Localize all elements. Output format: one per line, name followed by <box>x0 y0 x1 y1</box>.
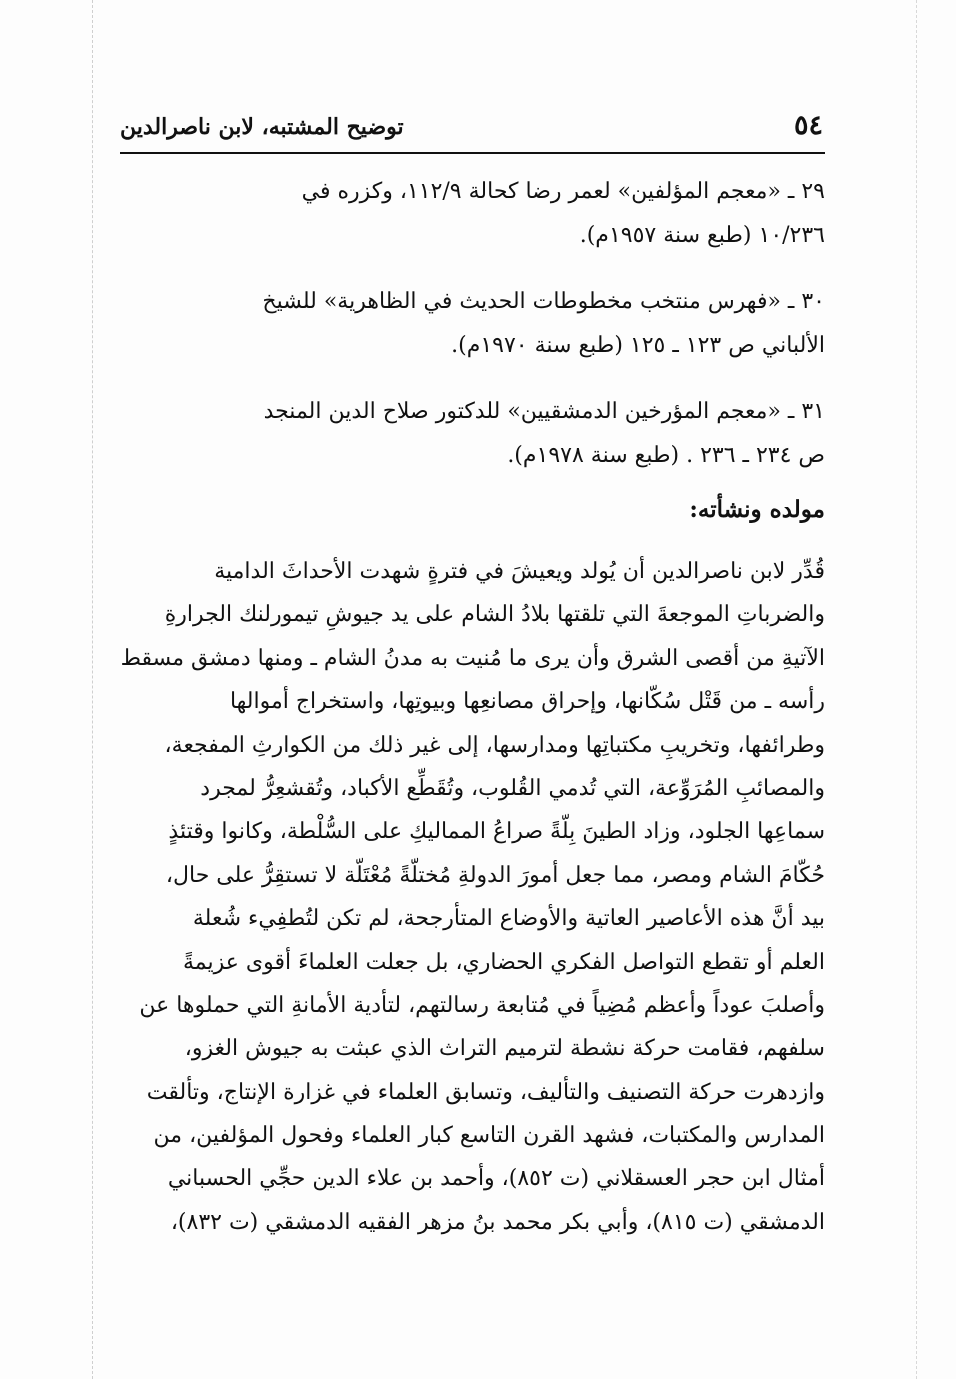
scan-left-edge <box>92 0 93 1379</box>
reference-line: ٣٠ ـ «فهرس منتخب مخطوطات الحديث في الظاهرية» للشيخ <box>262 289 825 314</box>
page-number: ٥٤ <box>793 110 823 141</box>
section-heading: مولده ونشأته: <box>689 496 825 523</box>
running-header <box>120 108 825 148</box>
body-line: الآتيةِ من أقصى الشرق وأن يرى ما مُنيت به مدنُ الشام ـ ومنها دمشق مسقط <box>120 645 825 671</box>
body-line: وازدهرت حركة التصنيف والتأليف، وتسابق العلماء في غزارة الإنتاج، وتألقت <box>146 1079 825 1105</box>
body-line: الدمشقي (ت ٨١٥)، وأبي بكر محمد بنُ مزهر الفقيه الدمشقي (ت ٨٣٢)، <box>170 1209 825 1235</box>
reference-31 <box>120 390 825 478</box>
body-line: العلم أو تقطع التواصل الفكري الحضاري، بل جعلت العلماءَ أقوى عزيمةً <box>183 949 825 975</box>
body-line: والضرباتِ الموجعةَ التي تلقتها بلادُ الشام على يد جيوشِ تيمورلنك الجرارةِ <box>164 602 825 628</box>
reference-line: ١٠/٢٣٦ (طبع سنة ١٩٥٧م). <box>579 223 825 248</box>
body-line: وأصلبَ عوداً وأعظم مُضِياً في مُتابعة رسالتهم، لتأدية الأمانةِ التي حملوها عن <box>139 992 825 1018</box>
body-line: أمثال ابن حجر العسقلاني (ت ٨٥٢)، وأحمد بن علاء الدين حجِّي الحسباني <box>167 1166 825 1192</box>
body-line: حُكّامَ الشام ومصر، مما جعل أمورَ الدولةِ مُختلّةً مُعْتَلّة لا تستقِرُّ على حال، <box>165 862 825 888</box>
header-rule <box>120 152 825 154</box>
body-line: المدارس والمكتبات، فشهد القرن التاسع كبار العلماء وفحول المؤلفين، من <box>153 1123 825 1149</box>
body-line: سلفهم، فقامت حركة نشطة لترميم التراث الذي عبثت به جيوش الغزو، <box>184 1036 825 1062</box>
body-line: والمصائبِ المُرَوِّعة، التي تُدمي القُلوب، وتُقَطِّع الأكباد، وتُقشعِرُّ لمجرد <box>200 775 825 801</box>
reference-30 <box>120 280 825 368</box>
scan-right-edge <box>916 0 917 1379</box>
body-line: سماعِها الجلود، وزاد الطينَ بِلّةً صراعُ المماليكِ على السُّلْطة، وكانوا وقتئذٍ <box>168 819 825 845</box>
body-line: رأسه ـ من قَتْل سُكّانها، وإحراق مصانعِها وبيوتِها، واستخراج أموالها <box>229 689 825 715</box>
body-line: بيد أنَّ هذه الأعاصير العاتية والأوضاع المتأرجحة، لم تكن لتُطفِيء شُعلة <box>192 906 825 932</box>
reference-line: ٢٩ ـ «معجم المؤلفين» لعمر رضا كحالة ١١٢/٩، وكزره في <box>301 179 825 204</box>
reference-29 <box>120 170 825 258</box>
reference-line: ص ٢٣٤ ـ ٢٣٦ . (طبع سنة ١٩٧٨م). <box>507 443 825 468</box>
header-title: توضيح المشتبه، لابن ناصرالدين <box>120 114 404 140</box>
body-line: قُدِّر لابن ناصرالدين أن يُولد ويعيشَ في فترةٍ شهدت الأحداثَ الدامية <box>214 559 825 584</box>
body-paragraph <box>120 550 825 1244</box>
body-line: وطرائفها، وتخريبِ مكتباتِها ومدارسها، إلى غير ذلك من الكوارثِ المفجعة، <box>164 732 825 758</box>
reference-line: ٣١ ـ «معجم المؤرخين الدمشقيين» للدكتور صلاح الدين المنجد <box>263 399 825 424</box>
reference-line: الألباني ص ١٢٣ ـ ١٢٥ (طبع سنة ١٩٧٠م). <box>451 333 825 358</box>
